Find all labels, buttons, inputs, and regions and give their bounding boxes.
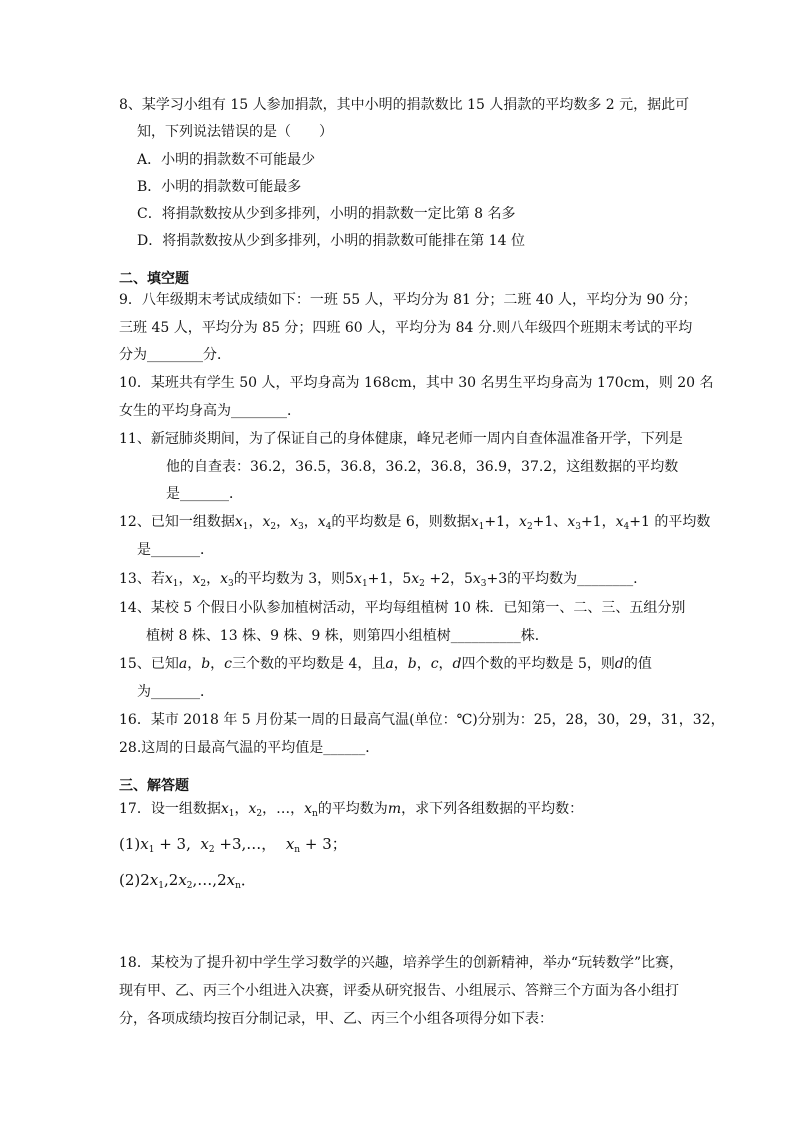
q11-line2: 他的自查表：36.2，36.5，36.8，36.2，36.8，36.9，37.2，这组数据的平均数 — [166, 459, 679, 475]
q10-line1: 10．某班共有学生 50 人，平均身高为 168cm，其中 30 名男生平均身高为 170cm，则 20 名 — [119, 375, 714, 391]
q15-line2: 为_______． — [137, 684, 214, 700]
q13-line: 13、若$x_1$，$x_2$，$x_3$的平均数为 3，则$5x_1+1$，$5x_2 +2$，$5x_3+3$的平均数为________. — [119, 571, 638, 589]
q17-line1: 17．设一组数据$x_1$，$x_2$，…，$x_n$的平均数为m，求下列各组数据的平均数： — [119, 801, 584, 819]
q14-line1: 14、某校 5 个假日小队参加植树活动，平均每组植树 10 株．已知第一、二、三、五组分别 — [119, 600, 686, 616]
q17-part1: $(1)x_1 + 3$, $x_2$ +3,…， $x_n + 3$； — [119, 835, 347, 855]
q11-line3: 是_______． — [166, 486, 243, 502]
q9-line3: 分为________分． — [119, 347, 231, 363]
q9-line2: 三班 45 人，平均分为 85 分；四班 60 人，平均分为 84 分.则八年级四个班期末考试的平均 — [119, 320, 693, 336]
q14-line2: 植树 8 株、13 株、9 株、9 株，则第四小组植树__________株． — [146, 628, 549, 644]
q8-line1: 8、某学习小组有 15 人参加捐款，其中小明的捐款数比 15 人捐款的平均数多 2 元，据此可 — [119, 97, 690, 113]
q10-line2: 女生的平均身高为________． — [119, 403, 301, 419]
q11-line1: 11、新冠肺炎期间，为了保证自己的身体健康，峰兄老师一周内自查体温准备开学，下列是 — [119, 431, 683, 447]
q16-line1: 16．某市 2018 年 5 月份某一周的日最高气温(单位：℃)分别为：25，28，30，29，31，32， — [119, 712, 725, 728]
q8-option-d: D．将捐款数按从少到多排列，小明的捐款数可能排在第 14 位 — [137, 233, 525, 249]
q8-option-b: B．小明的捐款数可能最多 — [137, 179, 302, 195]
q17-part2: $(2)2x_1,2x_2,\dots,2x_n$． — [119, 871, 256, 891]
section-heading-solve: 三、解答题 — [119, 778, 189, 794]
q8-option-a: A．小明的捐款数不可能最少 — [137, 152, 316, 168]
q12-line2: 是_______． — [137, 542, 214, 558]
q18-line3: 分，各项成绩均按百分制记录，甲、乙、丙三个小组各项得分如下表： — [119, 1011, 553, 1027]
q8-option-c: C．将捐款数按从少到多排列，小明的捐款数一定比第 8 名多 — [137, 206, 516, 222]
q12-line1: 12、已知一组数据$x_1$，$x_2$，$x_3$，$x_4$的平均数是 6，则数据$x_1+1$，$x_2+1$、$x_3+1$，$x_4+1$ 的平均数 — [119, 514, 711, 532]
q15-line1: 15、已知a，b，c三个数的平均数是 4，且a，b，c，d四个数的平均数是 5，则d的值 — [119, 656, 652, 672]
q8-line2: 知，下列说法错误的是（ ） — [137, 124, 333, 140]
section-heading-fill-blank: 二、填空题 — [119, 271, 189, 287]
q9-line1: 9．八年级期末考试成绩如下：一班 55 人，平均分为 81 分；二班 40 人，平均分为 90 分； — [119, 292, 697, 308]
q18-line2: 现有甲、乙、丙三个小组进入决赛，评委从研究报告、小组展示、答辩三个方面为各小组打 — [119, 983, 679, 999]
q18-line1: 18．某校为了提升初中学生学习数学的兴趣，培养学生的创新精神，举办“玩转数学”比赛， — [119, 955, 684, 971]
q16-line2: 28.这周的日最高气温的平均值是______． — [119, 740, 380, 756]
